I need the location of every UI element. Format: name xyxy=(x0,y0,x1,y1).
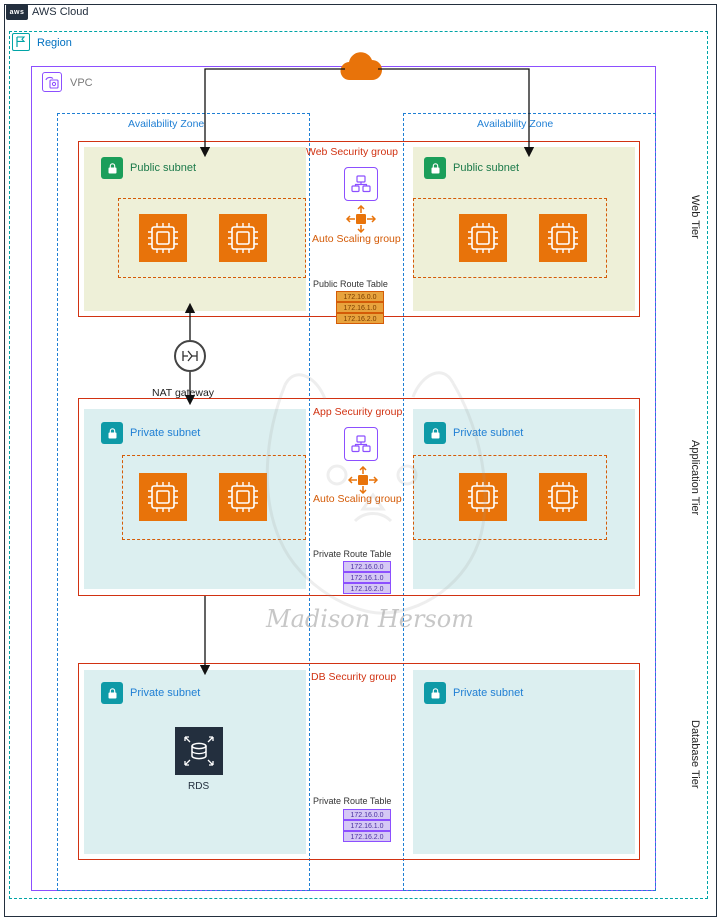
private-subnet-app-az2-icon xyxy=(424,422,446,444)
public-route-cidr: 172.16.1.0 xyxy=(336,302,384,313)
app-auto-scaling-group-label: Auto Scaling group xyxy=(313,493,402,505)
private-subnet-db-az2-label: Private subnet xyxy=(453,687,524,699)
nat-gateway-label: NAT gateway xyxy=(152,387,215,399)
ec2-instance xyxy=(139,214,187,262)
aws-logo-icon: aws xyxy=(6,4,28,20)
auto-scaling-group-icon xyxy=(344,203,378,235)
web-security-group-label: Web Security group xyxy=(306,146,399,158)
region-icon xyxy=(12,33,30,51)
ec2-instance xyxy=(459,473,507,521)
security-group-icon xyxy=(344,167,378,201)
private-subnet-db-az2-icon xyxy=(424,682,446,704)
private-route-cidr: 172.16.2.0 xyxy=(343,583,391,594)
private-route-cidr: 172.16.0.0 xyxy=(343,809,391,820)
public-subnet-az1-label: Public subnet xyxy=(130,162,197,174)
web-auto-scaling-group-label: Auto Scaling group xyxy=(312,233,401,245)
ec2-instance xyxy=(219,473,267,521)
ec2-instance xyxy=(139,473,187,521)
private-subnet-db-az1-icon xyxy=(101,682,123,704)
aws-cloud-label: AWS Cloud xyxy=(32,6,89,18)
private-route-cidr: 172.16.1.0 xyxy=(343,820,391,831)
private-route-table-title: Private Route Table xyxy=(313,549,392,559)
db-security-group-label: DB Security group xyxy=(311,671,397,683)
ec2-instance xyxy=(539,214,587,262)
ec2-instance xyxy=(459,214,507,262)
security-group-icon xyxy=(344,427,378,461)
availability-zone-1-label: Availability Zone xyxy=(128,118,205,130)
public-route-cidr: 172.16.2.0 xyxy=(336,313,384,324)
auto-scaling-group-icon xyxy=(346,464,380,496)
vpc-icon xyxy=(42,72,62,92)
private-subnet-app-az1-icon xyxy=(101,422,123,444)
public-route-cidr: 172.16.0.0 xyxy=(336,291,384,302)
public-subnet-az2-label: Public subnet xyxy=(453,162,520,174)
internet-gateway-icon xyxy=(338,50,384,87)
vpc-label: VPC xyxy=(70,77,93,89)
public-subnet-az1-icon xyxy=(101,157,123,179)
nat-gateway-icon xyxy=(174,340,206,372)
rds-icon xyxy=(175,727,223,775)
web-tier-side-label: Web Tier xyxy=(689,195,701,239)
rds-label: RDS xyxy=(188,781,210,792)
database-tier-side-label: Database Tier xyxy=(689,720,701,789)
private-subnet-app-az2-label: Private subnet xyxy=(453,427,524,439)
private-route-cidr: 172.16.2.0 xyxy=(343,831,391,842)
private-subnet-db-az1-label: Private subnet xyxy=(130,687,201,699)
availability-zone-2-label: Availability Zone xyxy=(477,118,554,130)
private-route-cidr: 172.16.0.0 xyxy=(343,561,391,572)
application-tier-side-label: Application Tier xyxy=(689,440,701,516)
watermark-text: Madison Hersom xyxy=(266,605,474,633)
ec2-instance xyxy=(219,214,267,262)
public-route-table-title: Public Route Table xyxy=(313,279,388,289)
private-subnet-db-az2 xyxy=(413,670,635,854)
private-route-table-title: Private Route Table xyxy=(313,796,392,806)
private-subnet-app-az1-label: Private subnet xyxy=(130,427,201,439)
app-security-group-label: App Security group xyxy=(313,406,403,418)
public-subnet-az2-icon xyxy=(424,157,446,179)
private-route-cidr: 172.16.1.0 xyxy=(343,572,391,583)
region-label: Region xyxy=(37,37,72,49)
ec2-instance xyxy=(539,473,587,521)
